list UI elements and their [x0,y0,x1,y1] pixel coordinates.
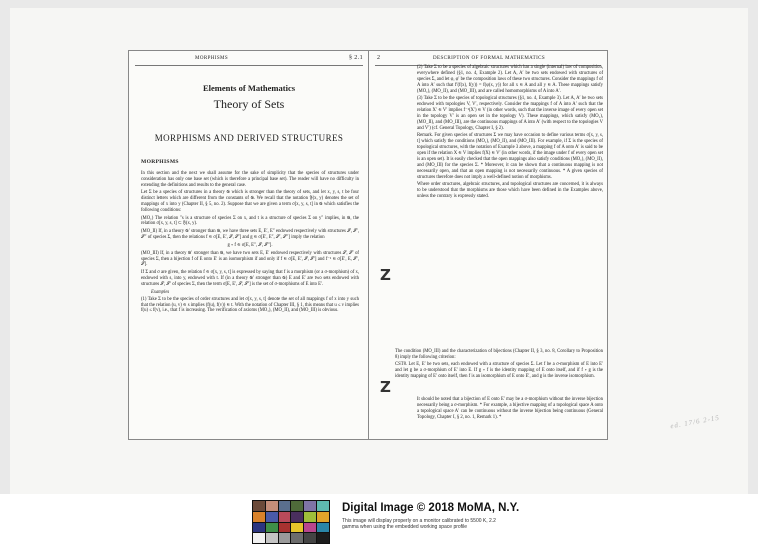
color-patch [279,523,291,533]
right-running-title: DESCRIPTION OF FORMAL MATHEMATICS [433,56,546,61]
left-running-title: MORPHISMS [195,56,229,61]
right-paragraph: (2) Take Σ to be a species of algebraic structures which has a single (internal) law of composition, everywhere defined (§1, no. 4, Example 2). Let A, A′ be two sets endowed with structures of species Σ, and let φ, φ′ be the composition laws of these two structures. Consider the mappings f of A into A′ such that f′(f(x), f(y)) = f(φ(x, y)) for all x ∈ A and all y ∈ A. These mappings satisfy (MO₁), (MO_II), and (MO_III), and are called homomorphisms of A into A′. [417,65,603,94]
color-patch [279,512,291,522]
color-patch [317,512,329,522]
calibration-note: This image will display properly on a monitor calibrated to 5500 K, 2.2 gamma when using the embedded working space profile [342,518,496,531]
color-patch [291,533,303,543]
color-patch [253,501,265,511]
color-patch [266,501,278,511]
chapter-title: MORPHISMS AND DERIVED STRUCTURES [154,133,344,143]
margin-mark: Z [380,266,391,284]
right-body-middle [395,349,603,382]
left-paragraph: In this section and the next we shall assume for the sake of simplicity that the species of structures under consideration has only one base set (which is therefore a principal base set). The reader will have no difficulty in extending the definitions and results to the general case. [141,171,359,188]
criterion-cst8: CST8. Let E, E′ be two sets, each endowed with a structure of species Σ. Let f be a σ-morphism of E into E′ and let g be a σ-morphism of E′ into E. If g ∘ f is the identity mapping of E onto itself, and if f ∘ g is the identity mapping of E′ onto itself, then f is an isomorphism of E onto E′, and g is the inverse isomorphism. [395,362,603,380]
color-patch [266,523,278,533]
right-page [368,50,608,440]
color-patch [291,501,303,511]
left-paragraph: (MO_II) If, in a theory 𝔊′ stronger than 𝔊, we have three sets E, E′, E″ endowed respectively with structures 𝒮, 𝒮′, 𝒮″ of species Σ, then the relations f ∈ σ[E, E′, 𝒮, 𝒮′] and g ∈ σ[E′, E″, 𝒮′, 𝒮″] imply the relation [141,228,359,240]
color-patch [279,533,291,543]
color-patch [304,523,316,533]
right-body-top [417,65,603,201]
section-heading: MORPHISMS [141,159,179,165]
color-patch [253,533,265,543]
left-paragraph: (MO_III) If, in a theory 𝔊′ stronger than 𝔊, we have two sets E, E′ endowed respectively with structures 𝒮, 𝒮′ of species Σ, then a bijection f of E onto E′ is an isomorphism if and only if f ∈ σ[E, E′, 𝒮, 𝒮′] and f⁻¹ ∈ σ[E′, E, 𝒮′, 𝒮]. [141,250,359,268]
right-paragraph: (3) Take Σ to be the species of topological structures (§1, no. 4, Example 3). Let A, A′ be two sets endowed with topologies V, V′, respectively. Consider the mappings f of A into A′ such that the relation X′ ∈ V′ implies f⁻¹(X′) ∈ V (in other words, such that the inverse image of every open set in the topology V′ is an open set in the topology V). These mappings, which satisfy (MO₁), (MO_II), and (MO_III), are the continuous mappings of A into A′ (with respect to the topologies V and V′) (cf. General Topology, Chapter I, § 2). [417,96,603,131]
margin-mark: Z [380,378,391,396]
left-paragraph: (1) Take Σ to be the species of order structures and let σ[x, y, s, t] denote the set of all mappings f of x into y such that the relation (u, v) ∈ s implies (f(u), f(v)) ∈ t. With the notation of Chapter III, § 1, this means that u ≤ v implies f(u) ≤ f(v), i.e., that f is increasing. The verification of axioms (MO₁), (MO_II), and (MO_III) is obvious. [141,296,359,314]
color-patch [253,512,265,522]
moma-footer [0,494,758,550]
left-section-number: § 2.1 [349,55,363,61]
left-body [141,171,359,316]
color-patch [304,501,316,511]
color-patch [279,501,291,511]
color-patch [291,512,303,522]
book-subtitle: Theory of Sets [213,97,285,111]
right-paragraph: It should be noted that a bijection of E onto E′ may be a σ-morphism without the inverse bijection necessarily being a σ-morphism. * For example, a bijective mapping of a topological space A onto a topological space A′ can be continuous without the inverse bijection being continuous (General Topology, Chapter I, § 2, no. 1, Remark 1). * [417,397,603,420]
right-paragraph: Remark. For given species of structures Σ we may have occasion to define various terms σ[x, y, s, t] which satisfy the conditions (MO₁), (MO_II), and (MO_III). For example, if Σ is the species of topological structures, with the notation of Example 3 above, a mapping f of A onto A′ is said to be open if the relation X ∈ V implies f(X) ∈ V′ (in other words, if the image under f of every open set is an open set). It is easily checked that the open mappings also satisfy conditions (MO₁), (MO_II), and (MO_III) for the species Σ. * Moreover, it can be shown that a continuous mapping is not necessarily open, and that an open mapping is not necessarily continuous. * A given species of structures therefore does not imply a well-defined notion of morphisms. [417,133,603,180]
right-page-number: 2 [377,55,381,61]
color-patch [266,512,278,522]
color-patch [317,533,329,543]
right-body-bottom [417,397,603,422]
left-formula: g ∘ f ∈ σ[E, E″, 𝒮, 𝒮″]. [227,242,273,248]
color-patch [304,512,316,522]
right-paragraph: Where order structures, algebraic structures, and topological structures are concerned, it is always to be understood that the morphisms are those which have been defined in the Examples above, unless the contrary is expressly stated. [417,182,603,199]
color-patch [253,523,265,533]
pencil-annotation: ed. 17/6 2-15 [669,413,721,431]
left-paragraph: If Σ and σ are given, the relation f ∈ σ[x, y, s, t] is expressed by saying that f is a morphism (or a σ-morphism) of x, endowed with s, into y, endowed with t. If (in a theory 𝔊′ stronger than 𝔊) E and E′ are two sets endowed with structures 𝒮, 𝒮′ of species Σ, then the term σ[E, E′, 𝒮, 𝒮′] is the set of σ-morphisms of E into E′. [141,269,359,287]
color-checker-chart [252,500,330,544]
examples-heading: Examples [151,289,170,295]
book-title: Elements of Mathematics [202,83,296,93]
color-patch [291,523,303,533]
color-patch [266,533,278,543]
scan-sheet [10,8,748,494]
left-paragraph: (MO₁) The relation "s is a structure of species Σ on x, and t is a structure of species Σ on y" implies, in 𝔊, the relation σ[x, y, s, t] ⊂ 𝔉(x, y). [141,215,359,227]
copyright-credit: Digital Image © 2018 MoMA, N.Y. [342,502,520,514]
left-running-head [135,55,363,66]
color-patch [317,523,329,533]
left-paragraph: Let Σ be a species of structures in a theory 𝔊 which is stronger than the theory of sets, and let x, y, s, t be four distinct letters which are different from the constants of 𝔊. We recall that the notation 𝔉(x, y) denotes the set of mappings of x into y (Chapter II, § 5, no. 2). Suppose that we are given a term σ[x, y, s, t] in 𝔊 which satisfies the following conditions: [141,190,359,214]
left-page [128,50,370,440]
right-paragraph: The condition (MO_III) and the characterization of bijections (Chapter II, § 3, no. 8, Corollary to Proposition 8) imply the following criterion: [395,349,603,360]
color-patch [317,501,329,511]
color-patch [304,533,316,543]
